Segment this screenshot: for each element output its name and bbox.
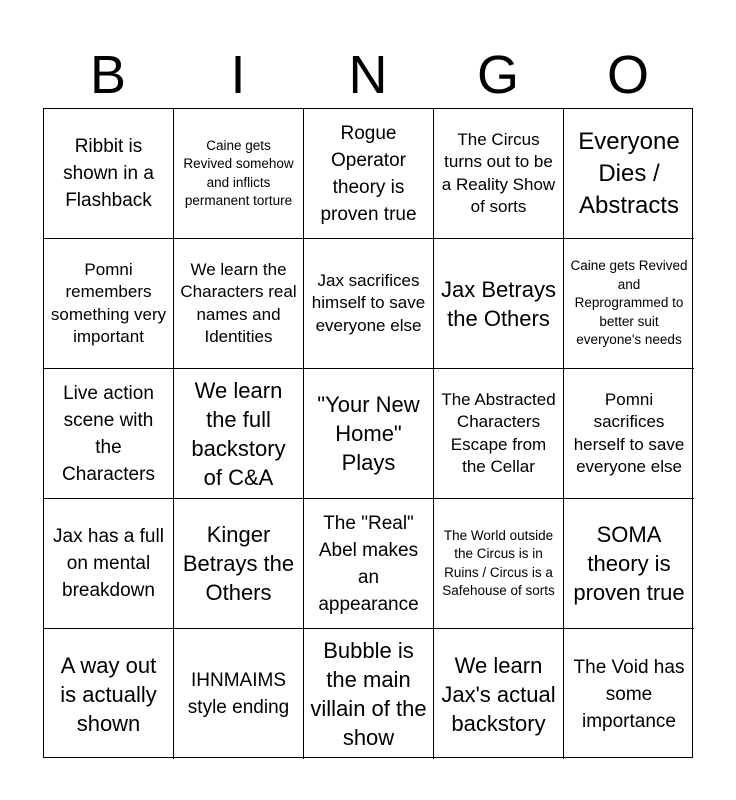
bingo-cell <box>434 369 564 499</box>
bingo-cell <box>564 239 694 369</box>
bingo-cell <box>564 629 694 759</box>
cell-text: IHNMAIMS style ending <box>187 670 290 718</box>
cell-text: The World outside the Circus is in Ruins / Circus is a Safehouse of sorts <box>442 527 555 598</box>
header-letter-n: N <box>348 45 388 105</box>
cell-text: The "Real" Abel makes an appearance <box>318 512 419 615</box>
cell-text: Jax sacrifices himself to save everyone else <box>311 270 426 335</box>
bingo-cell <box>434 109 564 239</box>
bingo-cell <box>564 369 694 499</box>
bingo-cell <box>44 499 174 629</box>
bingo-cell <box>304 499 434 629</box>
bingo-cell <box>174 499 304 629</box>
cell-text: Live action scene with the Characters <box>62 382 155 485</box>
bingo-cell <box>174 109 304 239</box>
bingo-cell <box>564 109 694 239</box>
bingo-cell <box>564 499 694 629</box>
cell-text: SOMA theory is proven true <box>573 522 685 605</box>
header-letter-b: B <box>89 45 127 105</box>
cell-text: Ribbit is shown in a Flashback <box>63 136 154 211</box>
cell-text: Pomni sacrifices herself to save everyone else <box>573 389 685 476</box>
cell-text: The Circus turns out to be a Reality Show of sorts <box>441 129 556 216</box>
cell-text: Everyone Dies / Abstracts <box>578 127 680 219</box>
cell-text: A way out is actually shown <box>60 652 157 736</box>
cell-text: Jax has a full on mental breakdown <box>53 526 164 601</box>
cell-text: Kinger Betrays the Others <box>182 522 295 605</box>
bingo-cell <box>434 239 564 369</box>
header-letter-g: G <box>476 45 519 105</box>
cell-text: The Void has some importance <box>573 656 685 732</box>
cell-text: Pomni remembers something very important <box>50 259 167 346</box>
bingo-grid <box>43 108 693 758</box>
cell-text: The Abstracted Characters Escape from the Cellar <box>441 389 556 476</box>
bingo-cell <box>304 629 434 759</box>
cell-text: Jax Betrays the Others <box>441 276 556 331</box>
cell-text: Bubble is the main villain of the show <box>310 638 427 750</box>
bingo-cell <box>174 629 304 759</box>
bingo-cell <box>434 629 564 759</box>
bingo-cell <box>44 109 174 239</box>
cell-text: We learn the full backstory of C&A <box>191 377 286 490</box>
bingo-cell <box>44 369 174 499</box>
header-letter-o: O <box>606 45 649 105</box>
cell-text: Caine gets Revived and Reprogrammed to better suit everyone's needs <box>570 258 688 348</box>
cell-text: Caine gets Revived somehow and inflicts permanent torture <box>183 137 294 208</box>
bingo-cell <box>174 239 304 369</box>
bingo-header <box>43 42 693 108</box>
bingo-cell <box>304 369 434 499</box>
bingo-cell <box>304 239 434 369</box>
bingo-cell <box>44 239 174 369</box>
bingo-cell <box>304 109 434 239</box>
cell-text: We learn Jax's actual backstory <box>441 652 556 736</box>
cell-text: "Your New Home" Plays <box>317 392 420 475</box>
cell-text: Rogue Operator theory is proven true <box>320 122 417 225</box>
bingo-cell <box>174 369 304 499</box>
cell-text: We learn the Characters real names and Identities <box>180 259 297 346</box>
bingo-cell <box>434 499 564 629</box>
header-letter-i: I <box>230 45 246 105</box>
bingo-cell <box>44 629 174 759</box>
